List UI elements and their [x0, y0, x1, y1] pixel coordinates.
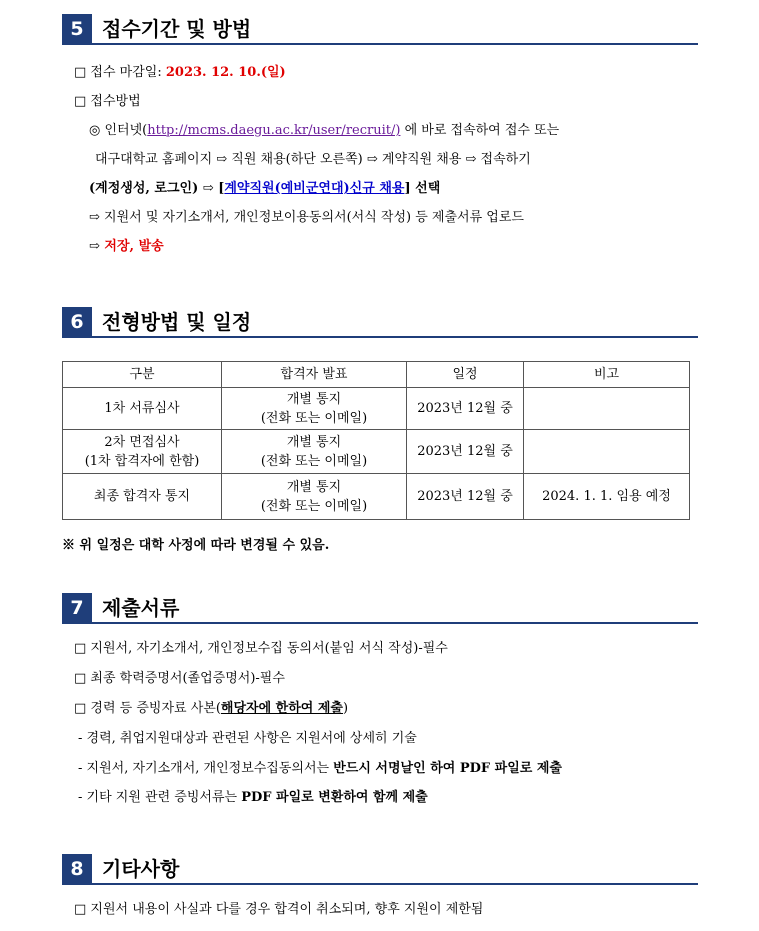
notice-cell	[222, 474, 407, 520]
remark-cell: 2024. 1. 1. 임용 예정	[524, 474, 690, 520]
deadline-label: □ 접수 마감일:	[74, 65, 166, 80]
deadline-value: 2023. 12. 10.(일)	[165, 65, 286, 80]
section-title: 제출서류	[102, 596, 180, 620]
detail-emphasis: PDF 파일로 변환하여 함께 제출	[241, 790, 428, 805]
stage-name: 2차 면접심사	[104, 434, 180, 450]
stage-name: 1차 서류심사	[104, 401, 180, 416]
section-title: 기타사항	[102, 857, 180, 881]
schedule-cell: 2023년 12월 중	[407, 474, 524, 520]
recruit-menu-link[interactable]: 계약직원(예비군연대)신규 채용	[224, 181, 405, 196]
section-8-header	[62, 854, 698, 886]
save-send-text: 저장, 발송	[104, 239, 164, 254]
other-item: □ 지원서 내용이 사실과 다를 경우 합격이 취소되며, 향후 지원이 제한됨	[74, 902, 484, 917]
notice-detail: (전화 또는 이메일)	[260, 410, 368, 426]
section-title: 접수기간 및 방법	[102, 17, 252, 41]
method-line-3	[89, 180, 440, 198]
table-row	[63, 388, 690, 430]
table-header-row	[63, 362, 690, 388]
header-cell: 일정	[407, 362, 524, 388]
recruit-link[interactable]: http://mcms.daegu.ac.kr/user/recruit/)	[147, 123, 401, 138]
detail-text: - 기타 지원 관련 증빙서류는	[78, 790, 242, 805]
header-cell: 비고	[524, 362, 690, 388]
item-text: □ 경력 등 증빙자료 사본(	[74, 701, 221, 716]
item-text: )	[342, 701, 349, 716]
schedule-cell: 2023년 12월 중	[407, 430, 524, 474]
deadline-line	[74, 64, 286, 82]
document-detail: - 경력, 취업지원대상과 관련된 사항은 지원서에 상세히 기술	[78, 731, 417, 746]
section-number: 6	[62, 307, 92, 338]
notice-detail: (전화 또는 이메일)	[260, 498, 368, 514]
document-detail	[78, 789, 428, 807]
section-underline	[92, 883, 698, 885]
notice-detail: (전화 또는 이메일)	[260, 453, 368, 469]
method-line-1	[89, 122, 559, 140]
schedule-cell: 2023년 12월 중	[407, 388, 524, 430]
section-5-header	[62, 14, 698, 46]
remark-cell	[524, 388, 690, 430]
stage-note: (1차 합격자에 한함)	[84, 453, 200, 469]
stage-cell	[63, 430, 222, 474]
section-number: 8	[62, 854, 92, 885]
section-7-header	[62, 593, 698, 625]
table-row	[63, 474, 690, 520]
section-underline	[92, 622, 698, 624]
schedule-note: ※ 위 일정은 대학 사정에 따라 변경될 수 있음.	[62, 538, 330, 553]
section-6-header	[62, 307, 698, 339]
detail-text: - 지원서, 자기소개서, 개인정보수집동의서는	[78, 761, 334, 776]
remark-cell	[524, 430, 690, 474]
section-underline	[92, 43, 698, 45]
section-number: 7	[62, 593, 92, 624]
notice-method: 개별 통지	[286, 391, 342, 407]
notice-method: 개별 통지	[286, 479, 342, 495]
section-underline	[92, 336, 698, 338]
method-text: ◎ 인터넷(	[89, 123, 148, 138]
document-item: □ 지원서, 자기소개서, 개인정보수집 동의서(붙임 서식 작성)-필수	[74, 641, 448, 656]
method-line-4: ⇨ 지원서 및 자기소개서, 개인정보이용동의서(서식 작성) 등 제출서류 업로드	[89, 210, 524, 225]
method-text: 에 바로 접속하여 접수 또는	[400, 123, 560, 138]
notice-method: 개별 통지	[286, 434, 342, 450]
table-row	[63, 430, 690, 474]
header-cell: 구분	[63, 362, 222, 388]
notice-cell	[222, 430, 407, 474]
stage-cell	[63, 474, 222, 520]
method-line-2: 대구대학교 홈페이지 ⇨ 직원 채용(하단 오른쪽) ⇨ 계약직원 채용 ⇨ 접속하기	[95, 152, 531, 167]
document-item	[74, 700, 348, 718]
method-line-5	[89, 238, 164, 256]
method-text: ] 선택	[404, 181, 441, 196]
schedule-table	[62, 361, 690, 520]
arrow-icon: ⇨	[89, 239, 105, 254]
document-item: □ 최종 학력증명서(졸업증명서)-필수	[74, 671, 285, 686]
section-title: 전형방법 및 일정	[102, 310, 252, 334]
stage-cell	[63, 388, 222, 430]
notice-cell	[222, 388, 407, 430]
method-label: □ 접수방법	[74, 94, 141, 109]
method-text: (계정생성, 로그인) ⇨ [	[89, 181, 225, 196]
document-detail	[78, 760, 562, 778]
stage-name: 최종 합격자 통지	[93, 489, 191, 504]
item-emphasis: 해당자에 한하여 제출	[220, 701, 343, 716]
header-cell: 합격자 발표	[222, 362, 407, 388]
detail-emphasis: 반드시 서명날인 하여 PDF 파일로 제출	[333, 761, 562, 776]
section-number: 5	[62, 14, 92, 45]
